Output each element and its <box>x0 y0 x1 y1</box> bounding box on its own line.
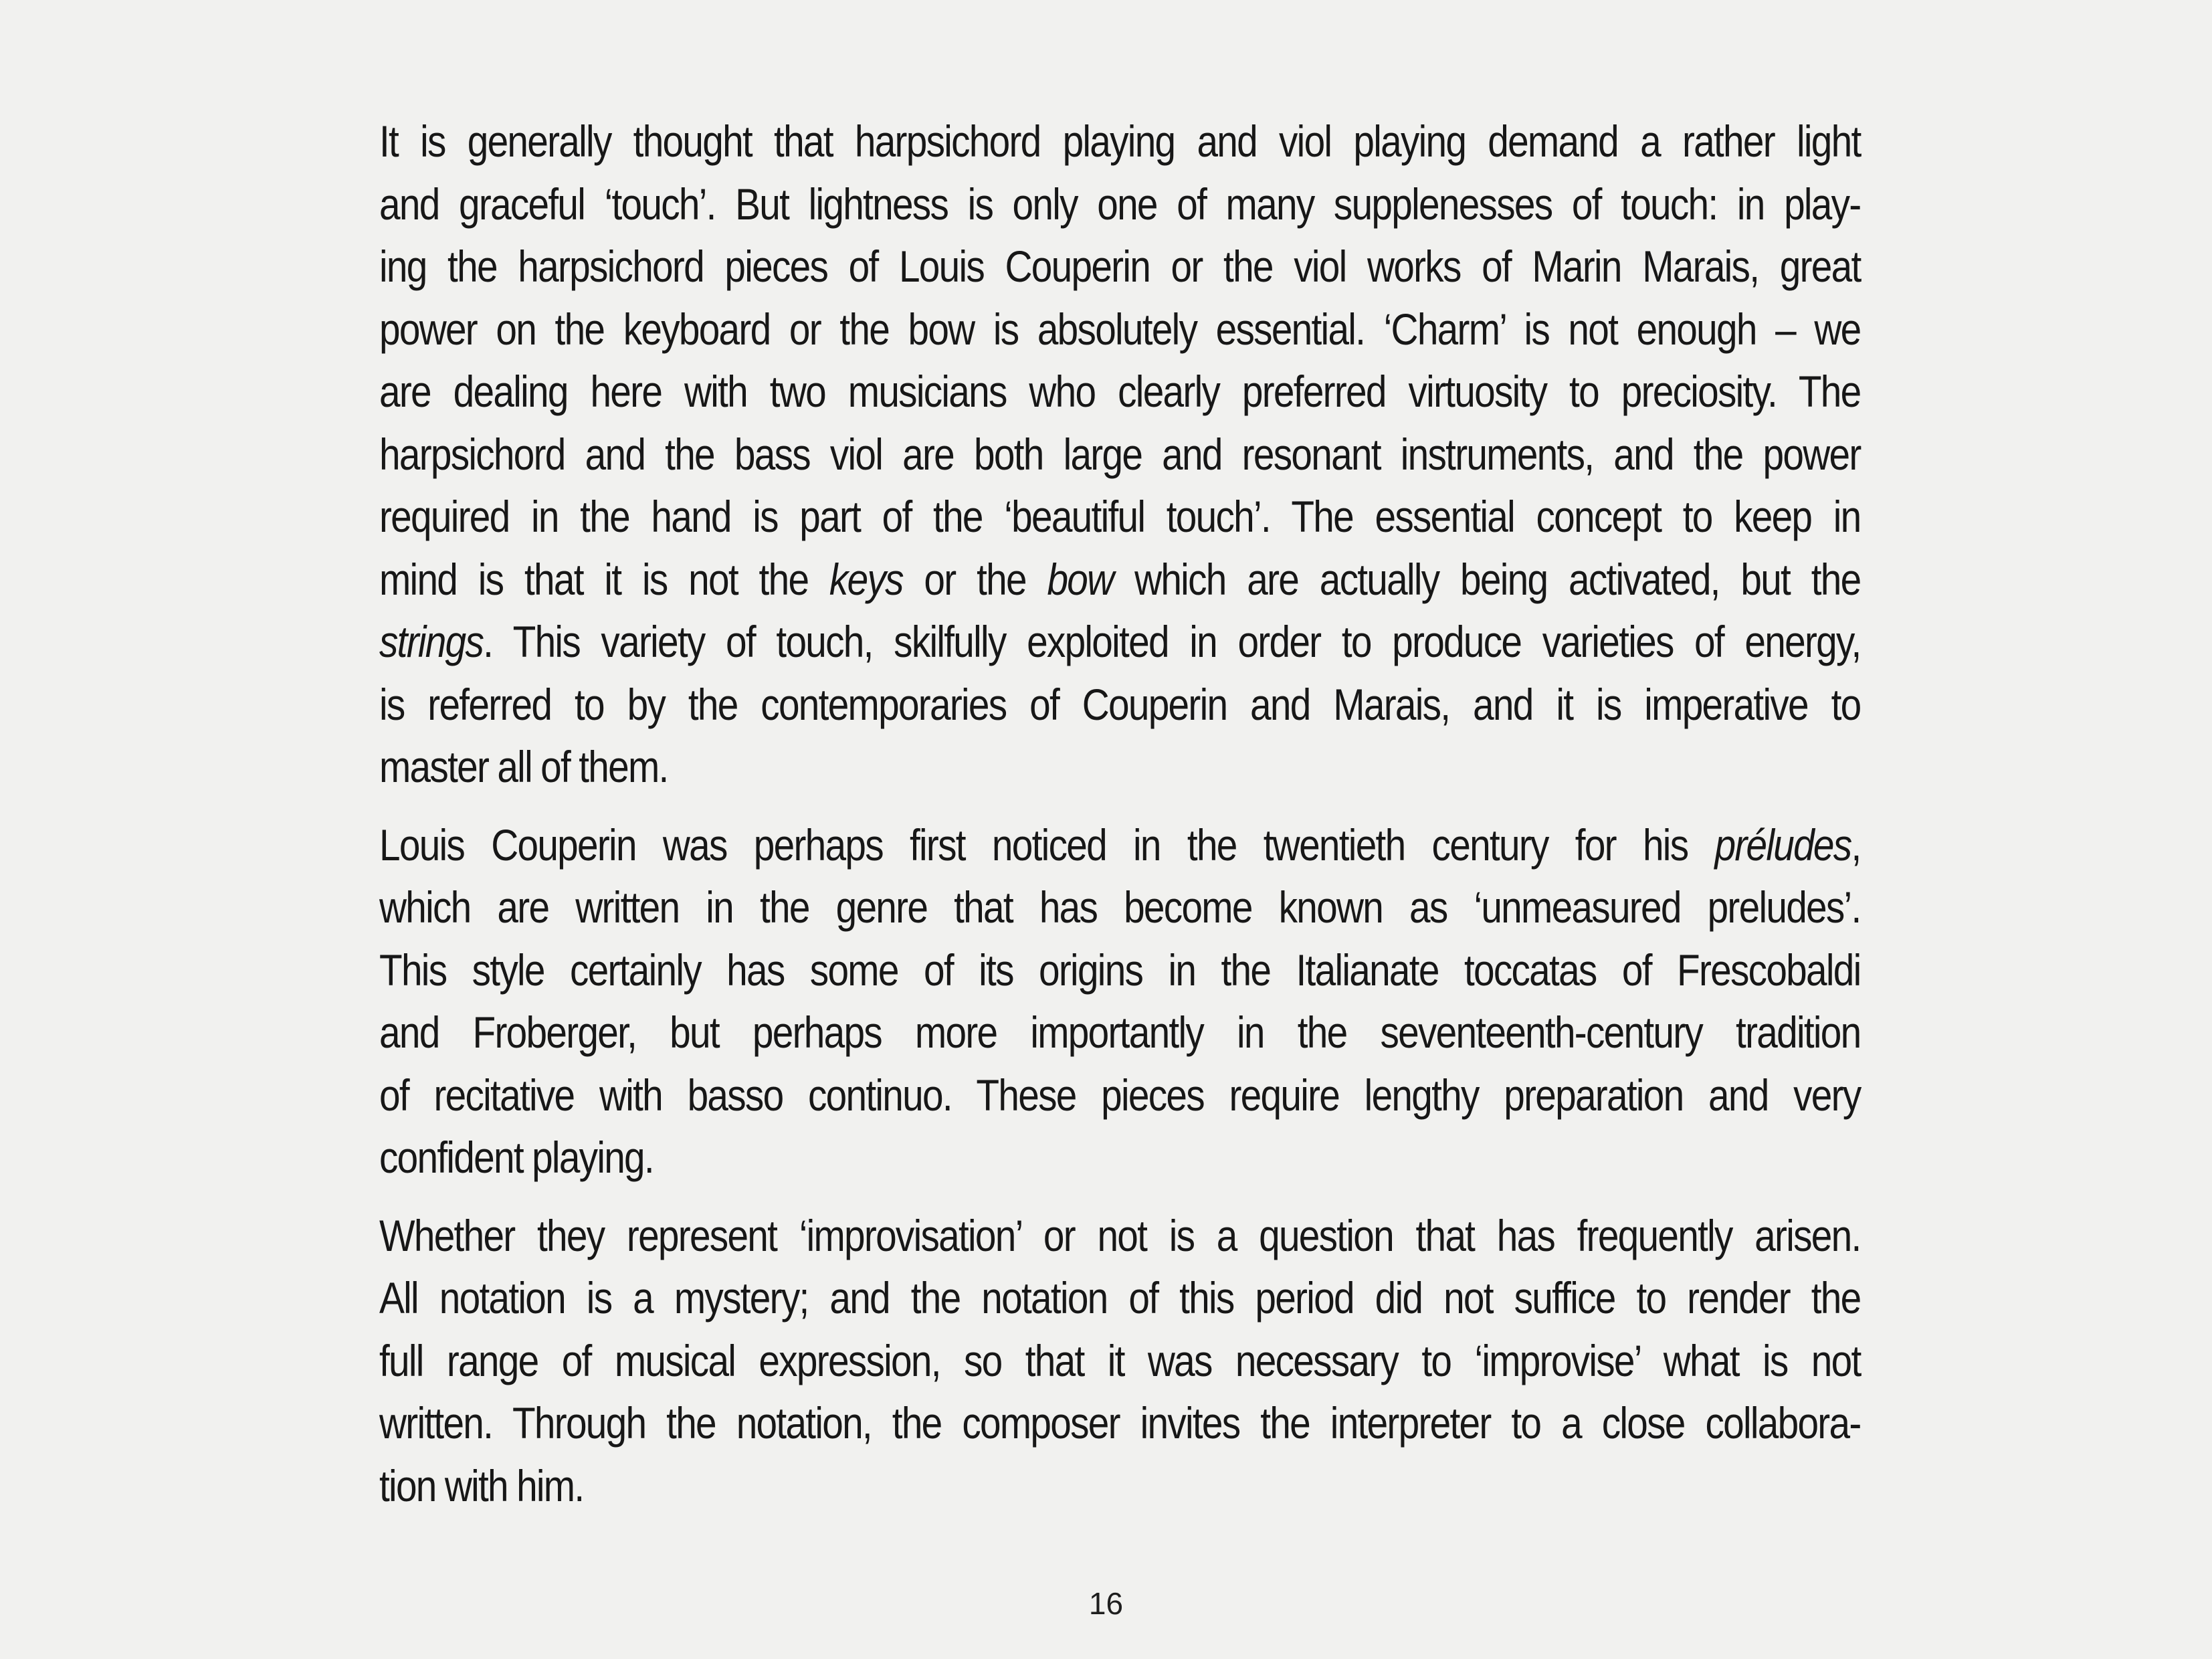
text-run: confident playing. <box>379 1133 653 1182</box>
text-line <box>379 1127 1861 1189</box>
text-run: It is generally thought that harpsichord playing and viol playing demand a rather light <box>379 116 1861 166</box>
italic-term: keys <box>829 554 903 604</box>
text-run: is referred to by the contemporaries of Couperin and Marais, and it is imperative to <box>379 679 1861 729</box>
italic-term: strings <box>379 617 484 666</box>
text-run: power on the keyboard or the bow is absolutely essential. ‘Charm’ is not enough – we <box>379 304 1861 354</box>
text-line <box>379 611 1861 674</box>
text-run: or the <box>902 554 1047 604</box>
text-line <box>379 235 1861 298</box>
text-run: required in the hand is part of the ‘beautiful touch’. The essential concept to keep in <box>379 492 1861 541</box>
text-run: written. Through the notation, the composer invites the interpreter to a close collabora- <box>379 1398 1861 1448</box>
text-run: and Froberger, but perhaps more importantly in the seventeenth-century tradition <box>379 1007 1861 1057</box>
text-line <box>379 173 1861 236</box>
text-line <box>379 1064 1861 1127</box>
text-run: mind is that it is not the <box>379 554 829 604</box>
italic-term: préludes <box>1714 819 1851 870</box>
text-line <box>379 549 1861 611</box>
text-line <box>379 876 1861 939</box>
text-line <box>379 1330 1861 1393</box>
text-run: All notation is a mystery; and the notation of this period did not suffice to render the <box>379 1273 1861 1323</box>
text-run: ing the harpsichord pieces of Louis Couperin or the viol works of Marin Marais, great <box>379 241 1861 291</box>
text-line <box>379 939 1861 1002</box>
text-run: tion with him. <box>379 1460 584 1510</box>
text-run: Whether they represent ‘improvisation’ or not is a question that has frequently arisen. <box>379 1210 1861 1260</box>
text-line <box>379 423 1861 486</box>
text-run: and graceful ‘touch’. But lightness is only one of many supplenesses of touch: in play- <box>379 179 1861 229</box>
text-line <box>379 736 1861 799</box>
text-run: , <box>1851 819 1861 870</box>
text-run: Louis Couperin was perhaps first noticed in the twentieth century for his <box>379 819 1715 870</box>
text-line <box>379 1001 1861 1064</box>
italic-term: bow <box>1047 554 1114 604</box>
text-line <box>379 486 1861 549</box>
text-line <box>379 1455 1861 1518</box>
paragraph-3 <box>379 1205 1861 1518</box>
text-line <box>379 1205 1861 1268</box>
text-run: which are actually being activated, but the <box>1113 554 1861 604</box>
text-run: which are written in the genre that has become known as ‘unmeasured preludes’. <box>379 882 1861 932</box>
text-line <box>379 814 1861 877</box>
text-line <box>379 1267 1861 1330</box>
body-text <box>379 110 1861 1533</box>
text-line <box>379 1392 1861 1455</box>
text-run: are dealing here with two musicians who clearly preferred virtuosity to preciosity. The <box>379 367 1861 416</box>
text-line <box>379 298 1861 361</box>
text-line <box>379 361 1861 423</box>
text-run: of recitative with basso continuo. These pieces require lengthy preparation and very <box>379 1070 1861 1120</box>
page-number: 16 <box>1088 1586 1124 1621</box>
text-run: master all of them. <box>379 742 668 791</box>
text-run: harpsichord and the bass viol are both large and resonant instruments, and the power <box>379 429 1861 479</box>
text-run: . This variety of touch, skilfully exploited in order to produce varieties of energy, <box>483 617 1861 666</box>
text-run: full range of musical expression, so that it was necessary to ‘improvise’ what is not <box>379 1335 1861 1385</box>
paragraph-1 <box>379 110 1861 799</box>
text-line <box>379 674 1861 737</box>
paragraph-2 <box>379 814 1861 1189</box>
text-run: This style certainly has some of its origins in the Italianate toccatas of Frescobaldi <box>379 945 1861 995</box>
text-line <box>379 110 1861 173</box>
